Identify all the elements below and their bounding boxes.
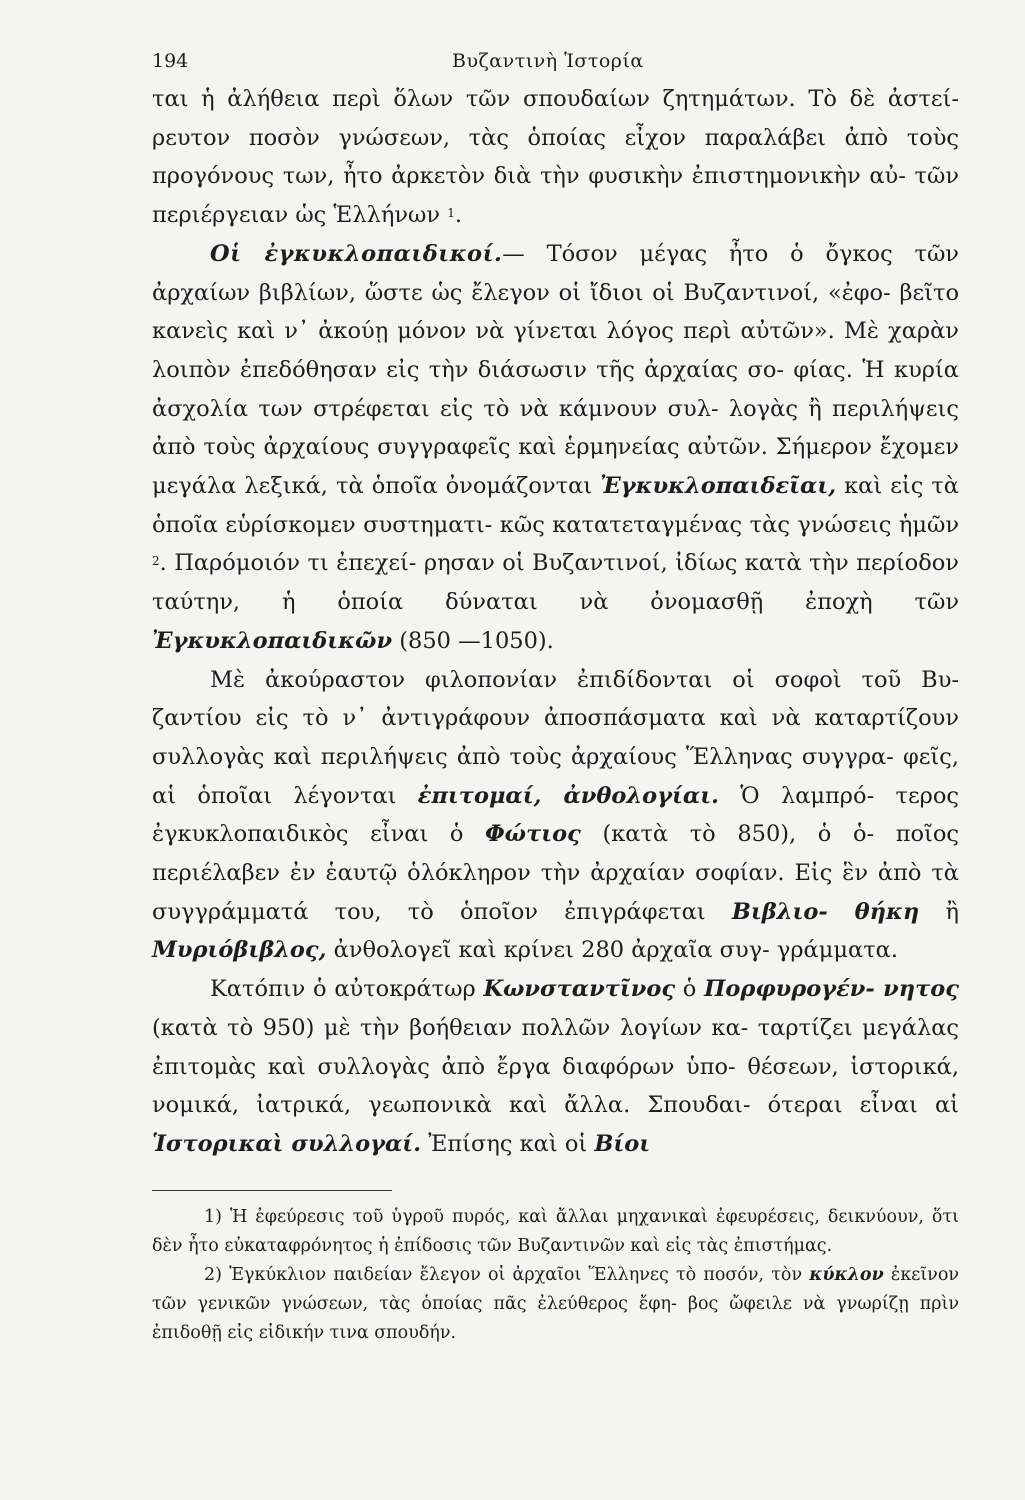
paragraph-2 bbox=[152, 235, 959, 661]
main-text bbox=[152, 80, 959, 1164]
text-span: ὁ bbox=[682, 976, 697, 1003]
text-span: (κατὰ τὸ 950) μὲ τὴν βοήθειαν πολλῶν λογίων κα- ταρτίζει μεγάλας ἐπιτομὰς καὶ συλλογὰς ἀπὸ ἔργα διαφόρων ὑπο- θέσεων, ἱστορικά, νομικά, ἰατρικά, γεωπονικὰ καὶ ἄλλα. Σπουδαι- ότεραι εἶναι αἱ bbox=[152, 1014, 959, 1119]
text-span: ἀνθολογεῖ καὶ κρίνει 280 ἀρχαῖα συγ- γράμματα. bbox=[333, 937, 898, 964]
term-constantine: Κωνσταντῖνος bbox=[483, 976, 676, 1003]
footnote-1: 1) Ἡ ἐφεύρεσις τοῦ ὑγροῦ πυρός, καὶ ἄλλαι μηχανικαὶ ἐφευρέσεις, δεικνύουν, ὅτι δὲν ἦτο εὐκαταφρόνητος ἡ ἐπίδοσις τῶν Βυζαντινῶν καὶ εἰς τὰς ἐπιστήμας. bbox=[152, 1206, 959, 1256]
text-span: (κατὰ τὸ 850), ὁ ὁ- ποῖος περιέλαβεν ἐν ἑαυτῷ ὁλόκληρον τὴν ἀρχαίαν σοφίαν. Εἰς ἓν ἀπὸ τὰ συγγράμματά του, τὸ ὁποῖον ἐπιγράφεται bbox=[152, 821, 959, 925]
text-span: (850 —1050). bbox=[399, 627, 554, 654]
footnote-divider bbox=[152, 1190, 392, 1191]
section-heading: Οἱ ἐγκυκλοπαιδικοί. bbox=[210, 240, 503, 267]
paragraph-1 bbox=[152, 80, 959, 235]
term-epitomes: ἐπιτομαί, ἀνθολογίαι. bbox=[417, 782, 719, 809]
text-span: ἐκεῖνον τῶν γενικῶν γνώσεων, τὰς ὁποίας πᾶς ἐλεύθερος ἔφη- βος ὤφειλε νὰ γνωρίζῃ πρὶν ἐπιδοθῇ εἰς εἰδικήν τινα σπουδήν. bbox=[152, 1264, 959, 1343]
term-myriobiblos: Μυριόβιβλος, bbox=[152, 937, 327, 964]
term-bioi: Βίοι bbox=[594, 1130, 651, 1157]
paragraph-3 bbox=[152, 661, 959, 971]
footnote-ref-2: 2 bbox=[152, 554, 160, 569]
term-historical-collections: Ἱστορικαὶ συλλογαί. bbox=[152, 1130, 422, 1157]
running-head: Βυζαντινὴ Ἱστορία bbox=[452, 50, 644, 72]
term-bibliotheca: Βιβλιο- θήκη bbox=[731, 898, 920, 925]
text-span: Ἐπίσης καὶ οἱ bbox=[428, 1130, 588, 1157]
footnote-2 bbox=[152, 1261, 959, 1348]
text-span: ται ἡ ἀλήθεια περὶ ὅλων τῶν σπουδαίων ζητημάτων. Τὸ δὲ ἀστεί- ρευτον ποσὸν γνώσεων, τὰς ὁποίας εἶχον παραλάβει ἀπὸ τοὺς προγόνους των, ἦτο ἀρκετὸν διὰ τὴν φυσικὴν ἐπιστημονικὴν αὐ- τῶν περιέργειαν ὡς Ἑλλήνων bbox=[152, 86, 959, 229]
text-span: 2) Ἐγκύκλιον παιδείαν ἔλεγον οἱ ἀρχαῖοι Ἕλληνες τὸ ποσόν, τὸν bbox=[204, 1264, 803, 1285]
footnote-ref-1: 1 bbox=[447, 206, 455, 221]
text-span: καὶ εἰς τὰ ὁποῖα εὑρίσκομεν συστηματι- κῶς κατατεταγμένας τὰς γνώσεις ἡμῶν bbox=[152, 473, 959, 538]
term-encyclopedias: Ἐγκυκλοπαιδεῖαι, bbox=[600, 473, 837, 500]
text-span: . bbox=[454, 202, 463, 229]
text-span: Κατόπιν ὁ αὐτοκράτωρ bbox=[210, 976, 476, 1003]
term-encyclopedists: Ἐγκυκλοπαιδικῶν bbox=[152, 627, 393, 654]
text-span: ἢ bbox=[945, 898, 960, 925]
text-span: — Τόσον μέγας ἦτο ὁ ὄγκος τῶν ἀρχαίων βιβλίων, ὥστε ὡς ἔλεγον οἱ ἴδιοι οἱ Βυζαντινοί, «ἐφο- βεῖτο κανεὶς καὶ ν᾽ ἀκούῃ μόνον νὰ γίνεται λόγος περὶ αὐτῶν». Μὲ χαρὰν λοιπὸν ἐπεδόθησαν εἰς τὴν διάσωσιν τῆς ἀρχαίας σο- φίας. Ἡ κυρία ἀσχολία των στρέφεται εἰς τὸ νὰ κάμνουν συλ- λογὰς ἢ περιλήψεις ἀπὸ τοὺς ἀρχαίους συγγραφεῖς καὶ ἑρμηνείας αὐτῶν. Σήμερον ἔχομεν μεγάλα λεξικά, τὰ ὁποῖα ὀνομάζονται bbox=[152, 240, 959, 500]
footnotes bbox=[152, 1203, 959, 1348]
term-porphyrogennetos: Πορφυρογέν- νητος bbox=[704, 976, 959, 1003]
term-kyklon: κύκλον bbox=[809, 1264, 884, 1285]
text-span: . Παρόμοιόν τι ἐπεχεί- ρησαν οἱ Βυζαντινοί, ἰδίως κατὰ τὴν περίοδον ταύτην, ἡ ὁποία δύναται νὰ ὀνομασθῇ ἐποχὴ τῶν bbox=[152, 550, 959, 616]
term-photios: Φώτιος bbox=[485, 821, 581, 848]
text-span: Μὲ ἀκούραστον φιλοπονίαν ἐπιδίδονται οἱ σοφοὶ τοῦ Βυ- ζαντίου εἰς τὸ ν᾽ ἀντιγράφουν ἀποσπάσματα καὶ νὰ καταρτίζουν συλλογὰς καὶ περιλήψεις ἀπὸ τοὺς ἀρχαίους Ἕλληνας συγγρα- φεῖς, αἱ ὁποῖαι λέγονται bbox=[152, 666, 959, 809]
page-header bbox=[152, 44, 959, 80]
paragraph-4 bbox=[152, 970, 959, 1164]
page-number: 194 bbox=[152, 50, 189, 72]
text-span: Ὁ λαμπρό- τερος ἐγκυκλοπαιδικὸς εἶναι ὁ bbox=[152, 782, 959, 848]
